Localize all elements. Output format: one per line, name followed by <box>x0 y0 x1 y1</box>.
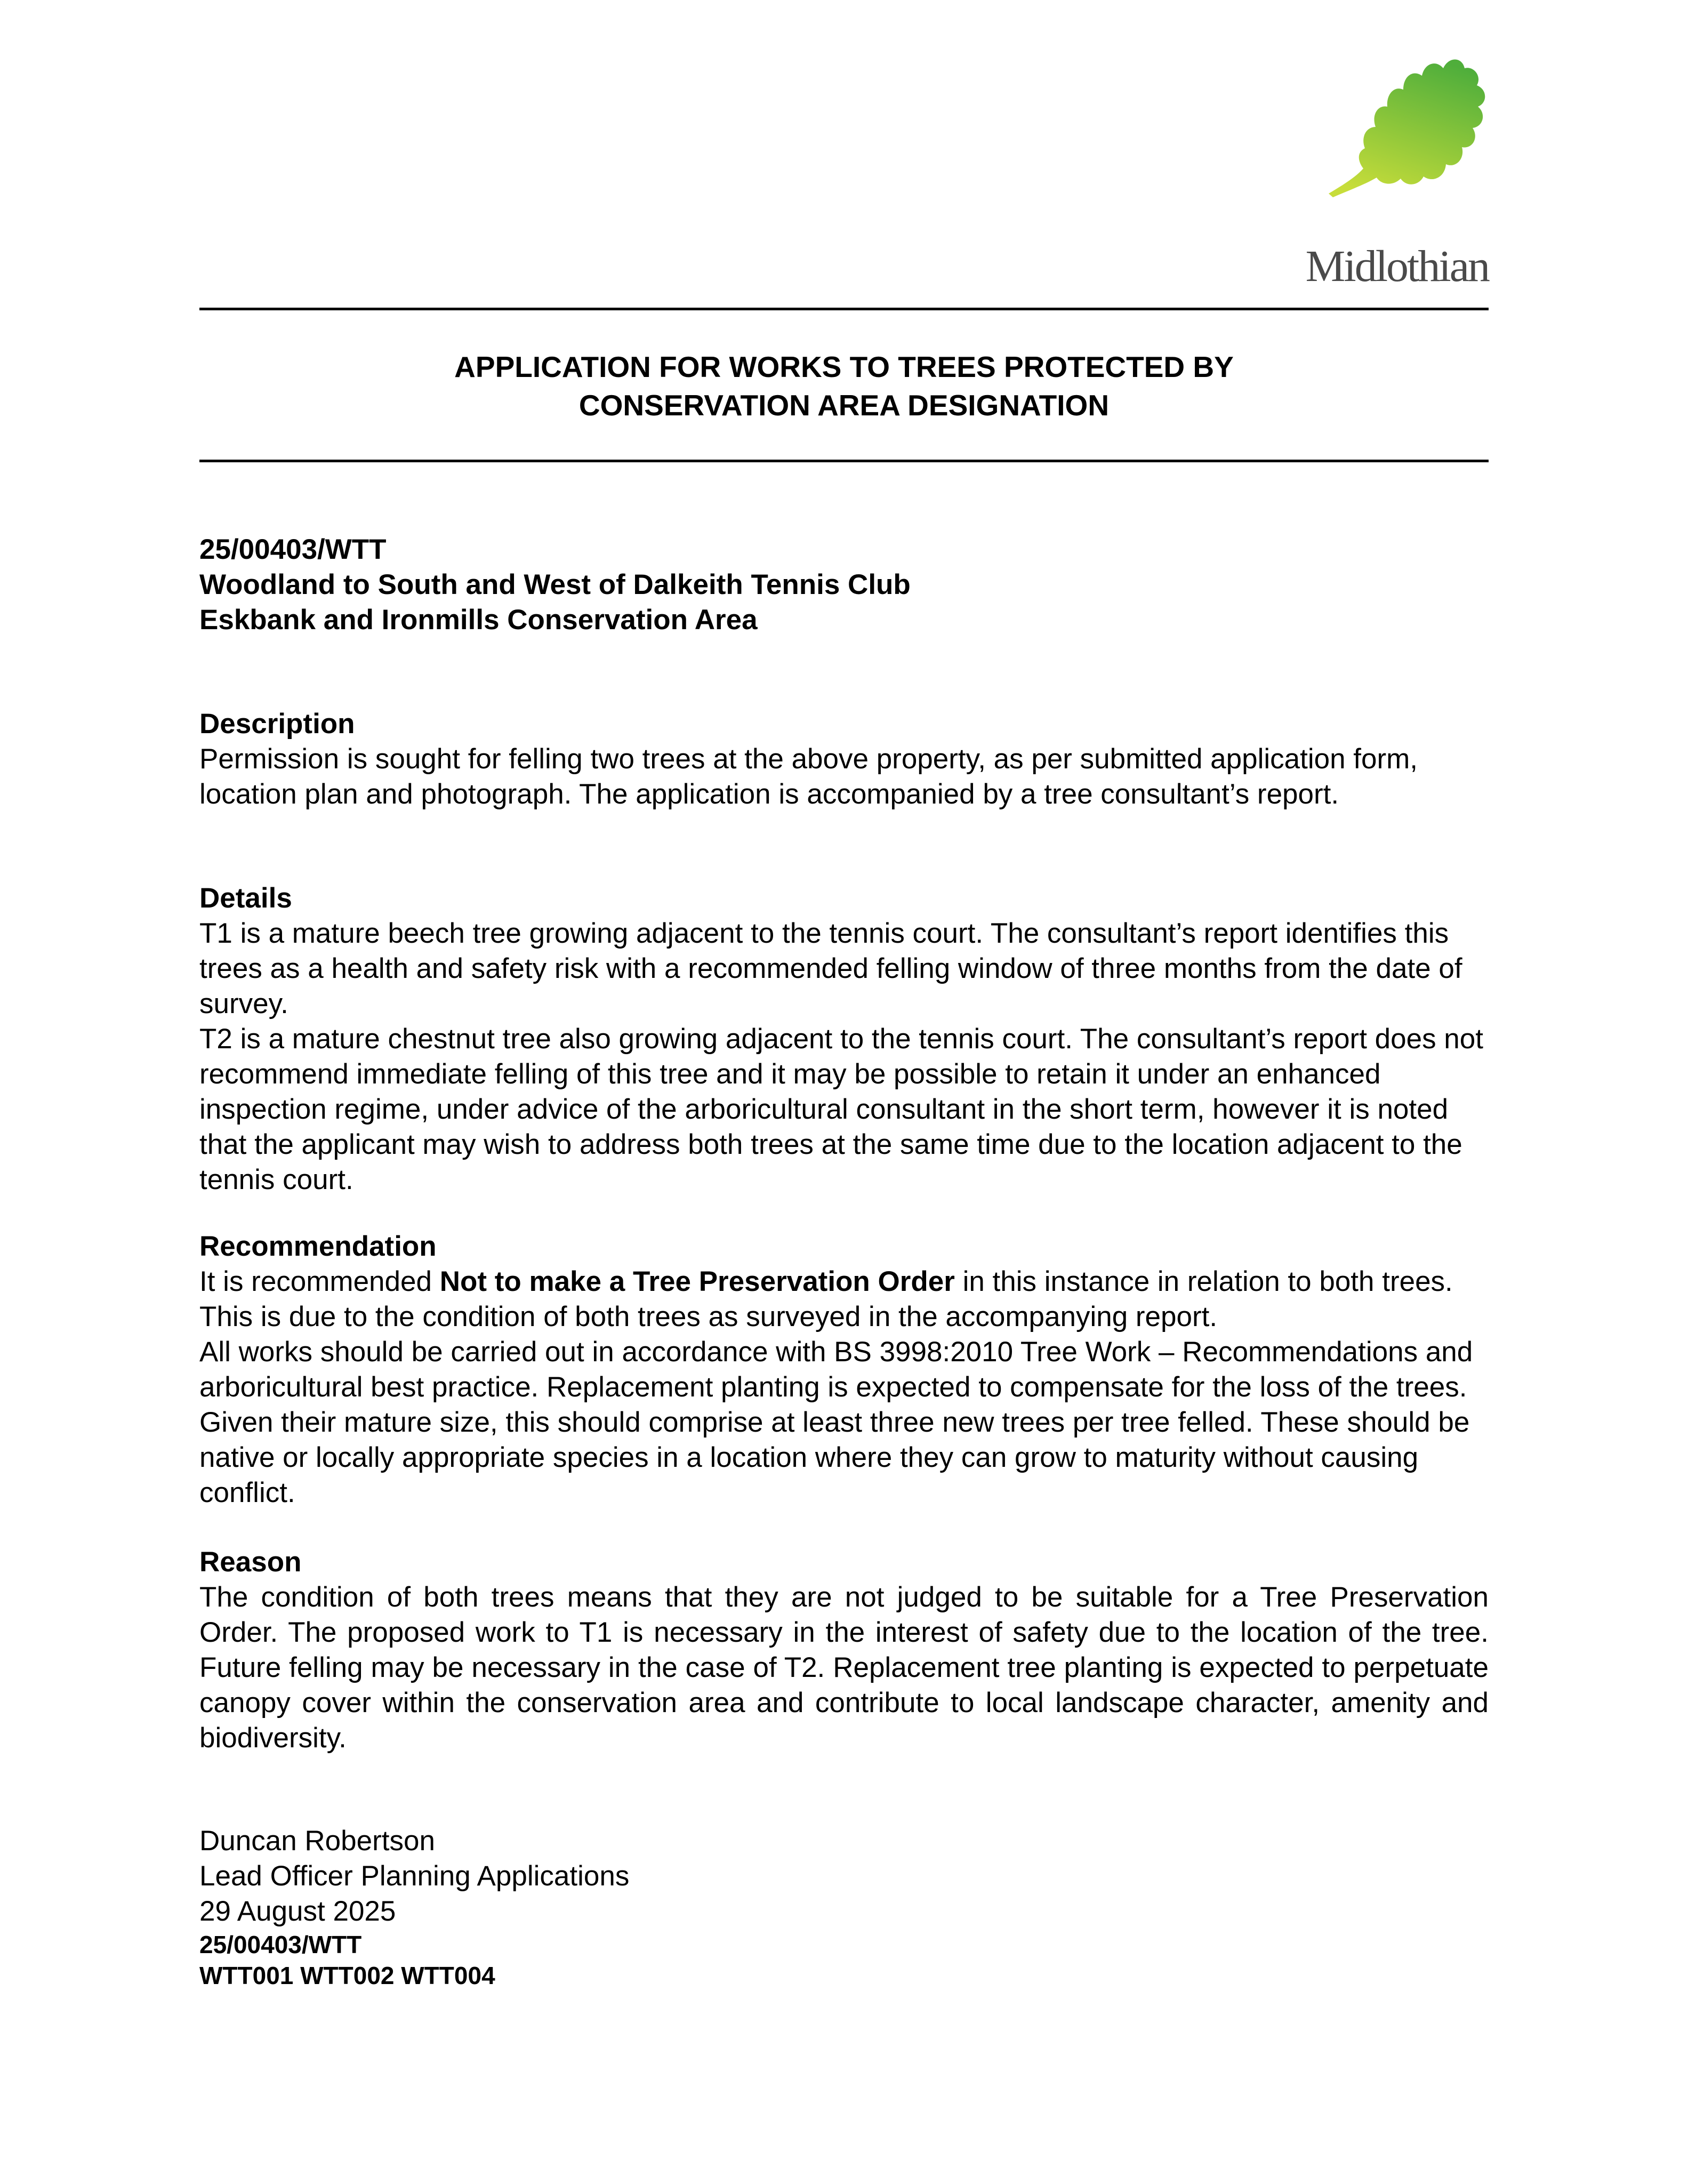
recommendation-heading: Recommendation <box>199 1231 437 1262</box>
recommendation-text <box>199 1264 1489 1335</box>
signature-block <box>199 1824 1489 1991</box>
reference-number: 25/00403/WTT <box>199 534 387 565</box>
details-heading: Details <box>199 882 292 914</box>
reason-section <box>199 1545 1489 1756</box>
logo-text: Midlothian <box>1305 242 1489 291</box>
document-page <box>199 0 1489 2184</box>
recommendation-emphasis: Not to make a Tree Preservation Order <box>439 1266 955 1297</box>
signature-reference: 25/00403/WTT <box>199 1931 362 1958</box>
description-heading: Description <box>199 708 355 740</box>
details-t1-text: T1 is a mature beech tree growing adjacent to the tennis court. The consultant’s report identifies this trees as a health and safety risk with a recommended felling window of three months from the date of survey. <box>199 918 1462 1019</box>
bottom-divider <box>199 460 1489 462</box>
top-divider <box>199 308 1489 310</box>
recommendation-post: in this instance in relation to both trees. This is due to the condition of both trees as surveyed in the accompanying report. <box>199 1266 1453 1332</box>
oak-leaf-icon <box>1318 47 1489 207</box>
reason-text: The condition of both trees means that they are not judged to be suitable for a Tree Preservation Order. The proposed work to T1 is necessary in the interest of safety due to the location of the tree. Future felling may be necessary in the case of T2. Replacement tree planting is expected to perpetuate canopy cover within the conservation area and contribute to local landscape character, amenity and biodiversity. <box>199 1581 1489 1754</box>
reference-block <box>199 532 1489 638</box>
officer-name: Duncan Robertson <box>199 1825 435 1857</box>
description-section <box>199 706 1489 812</box>
details-section <box>199 881 1489 1198</box>
conservation-area: Eskbank and Ironmills Conservation Area <box>199 604 758 636</box>
signature-date: 29 August 2025 <box>199 1896 396 1927</box>
document-title <box>199 348 1489 424</box>
reason-heading: Reason <box>199 1546 302 1578</box>
title-line-2: CONSERVATION AREA DESIGNATION <box>578 389 1110 422</box>
title-line-1: APPLICATION FOR WORKS TO TREES PROTECTED BY <box>454 350 1234 383</box>
document-references: WTT001 WTT002 WTT004 <box>199 1962 495 1989</box>
recommendation-works-text: All works should be carried out in accordance with BS 3998:2010 Tree Work – Recommendations and arboricultural best practice. Replacement planting is expected to compensate for the loss of the trees. Given their mature size, this should comprise at least three new trees per tree felled. These should be native or locally appropriate species in a location where they can grow to maturity without causing conflict. <box>199 1336 1473 1508</box>
officer-role: Lead Officer Planning Applications <box>199 1860 630 1892</box>
recommendation-section <box>199 1229 1489 1511</box>
details-t2-text: T2 is a mature chestnut tree also growing adjacent to the tennis court. The consultant’s report does not recommend immediate felling of this tree and it may be possible to retain it under an enhanced inspection regime, under advice of the arboricultural consultant in the short term, however it is noted that the applicant may wish to address both trees at the same time due to the location adjacent to the tennis court. <box>199 1023 1483 1195</box>
description-text: Permission is sought for felling two trees at the above property, as per submitted application form, location plan and photograph. The application is accompanied by a tree consultant’s report. <box>199 743 1418 810</box>
midlothian-logo <box>1305 47 1489 291</box>
site-name: Woodland to South and West of Dalkeith Tennis Club <box>199 569 911 600</box>
recommendation-pre: It is recommended <box>199 1266 440 1297</box>
